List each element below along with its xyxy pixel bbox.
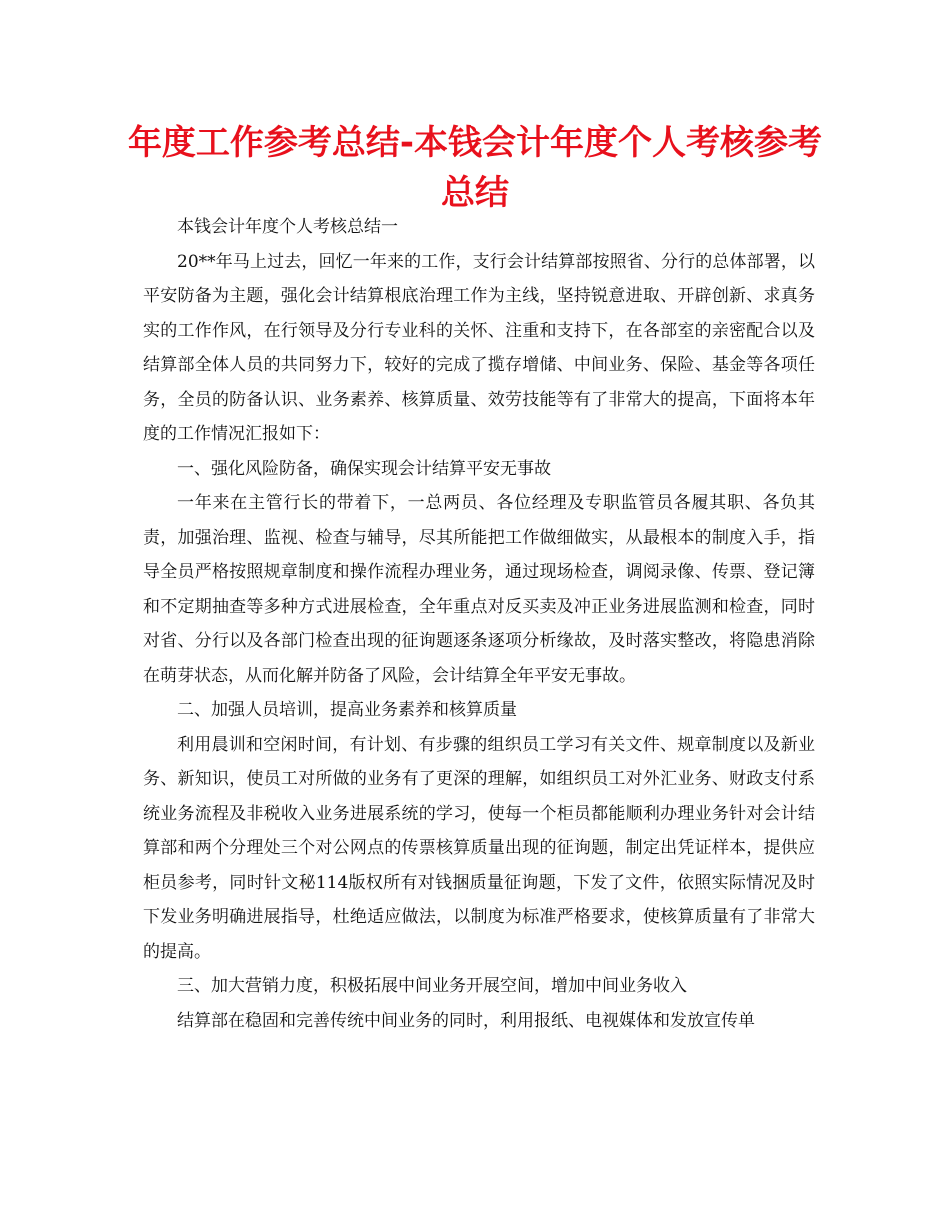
paragraph-section-2: 利用晨训和空闲时间，有计划、有步骤的组织员工学习有关文件、规章制度以及新业务、新知识，使员工对所做的业务有了更深的理解，如组织员工对外汇业务、财政支付系统业务流程及非税收入业务进展系统的学习，使每一个柜员都能顺利办理业务针对会计结算部和两个分理处三个对公网点的传票核算质量出现的征询题，制定出凭证样本，提供应柜员参考，同时针文秘114版权所有对钱捆质量征询题，下发了文件，依照实际情况及时下发业务明确进展指导，杜绝适应做法，以制度为标准严格要求，使核算质量有了非常大的提高。 [143,734,815,962]
section-heading-3: 三、加大营销力度，积极拓展中间业务开展空间，增加中间业务收入 [177,976,687,996]
section-heading-1: 一、强化风险防备，确保实现会计结算平安无事故 [177,458,551,479]
paragraph-section-1: 一年来在主管行长的带着下，一总两员、各位经理及专职监管员各履其职、各负其责，加强治理、监视、检查与辅导，尽其所能把工作做细做实，从最根本的制度入手，指导全员严格按照规章制度和操作流程办理业务，通过现场检查，调阅录像、传票、登记簿和不定期抽查等多种方式进展检查，全年重点对反买卖及冲正业务进展监测和检查，同时对省、分行以及各部门检查出现的征询题逐条逐项分析缘故，及时落实整改，将隐患消除在萌芽状态，从而化解并防备了风险，会计结算全年平安无事故。 [143,493,815,686]
paragraph-subtitle: 本钱会计年度个人考核总结一 [177,217,398,237]
section-heading-2: 二、加强人员培训，提高业务素养和核算质量 [177,700,517,720]
document-title: 年度工作参考总结-本钱会计年度个人考核参考总结 [127,123,823,213]
paragraph-intro: 20**年马上过去，回忆一年来的工作，支行会计结算部按照省、分行的总体部署，以平安防备为主题，强化会计结算根底治理工作为主线，坚持锐意进取、开辟创新、求真务实的工作作风，在行领导及分行专业科的关怀、注重和支持下，在各部室的亲密配合以及结算部全体人员的共同努力下，较好的完成了揽存增储、中间业务、保险、基金等各项任务，全员的防备认识、业务素养、核算质量、效劳技能等有了非常大的提高，下面将本年度的工作情况汇报如下： [143,251,815,444]
paragraph-section-3: 结算部在稳固和完善传统中间业务的同时，利用报纸、电视媒体和发放宣传单 [177,1010,755,1031]
document-body [143,210,815,1038]
